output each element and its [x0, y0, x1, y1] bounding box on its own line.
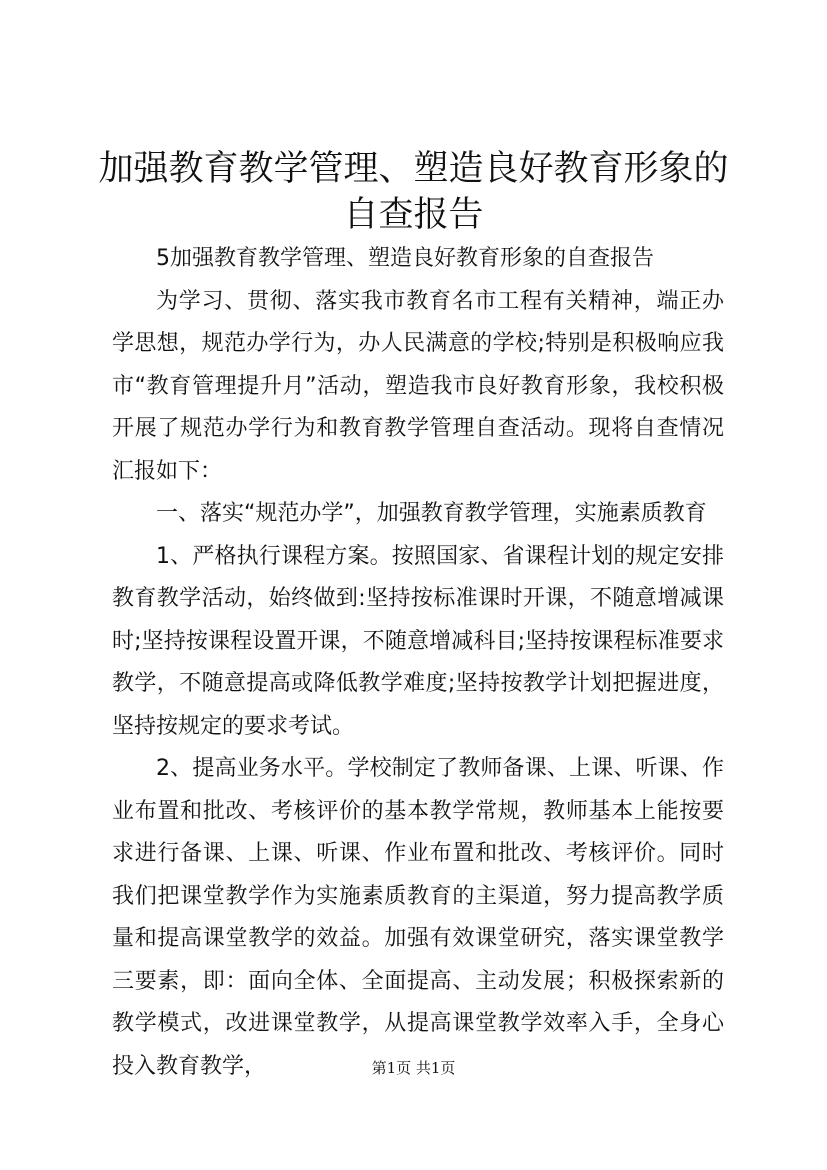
item-2-paragraph: 2、提高业务水平。学校制定了教师备课、上课、听课、作业布置和批改、考核评价的基本教学常规，教师基本上能按要求进行备课、上课、听课、作业布置和批改、考核评价。同时我们把课堂教学作为实施素质教育的主渠道，努力提高教学质量和提高课堂教学的效益。加强有效课堂研究，落实课堂教学三要素，即：面向全体、全面提高、主动发展；积极探索新的教学模式，改进课堂教学，从提高课堂教学效率入手，全身心投入教育教学，	[112, 756, 724, 1079]
item-1-paragraph: 1、严格执行课程方案。按照国家、省课程计划的规定安排教育教学活动，始终做到:坚持按标准课时开课，不随意增减课时;坚持按课程设置开课，不随意增减科目;坚持按课程标准要求教学，不随意提高或降低教学难度;坚持按教学计划把握进度，坚持按规定的要求考试。	[112, 543, 724, 739]
page-footer: 第1页 共1页	[371, 1059, 456, 1077]
document-title: 加强教育教学管理、塑造良好教育形象的自查报告	[98, 149, 729, 235]
section-heading: 一、落实“规范办学”，加强教育教学管理，实施素质教育	[156, 501, 707, 526]
subtitle-paragraph: 5加强教育教学管理、塑造良好教育形象的自查报告	[156, 246, 654, 271]
document-body	[112, 238, 724, 1088]
intro-paragraph: 为学习、贯彻、落实我市教育名市工程有关精神，端正办学思想，规范办学行为，办人民满意的学校;特别是积极响应我市“教育管理提升月”活动，塑造我市良好教育形象，我校积极开展了规范办学行为和教育教学管理自查活动。现将自查情况汇报如下：	[112, 288, 724, 484]
